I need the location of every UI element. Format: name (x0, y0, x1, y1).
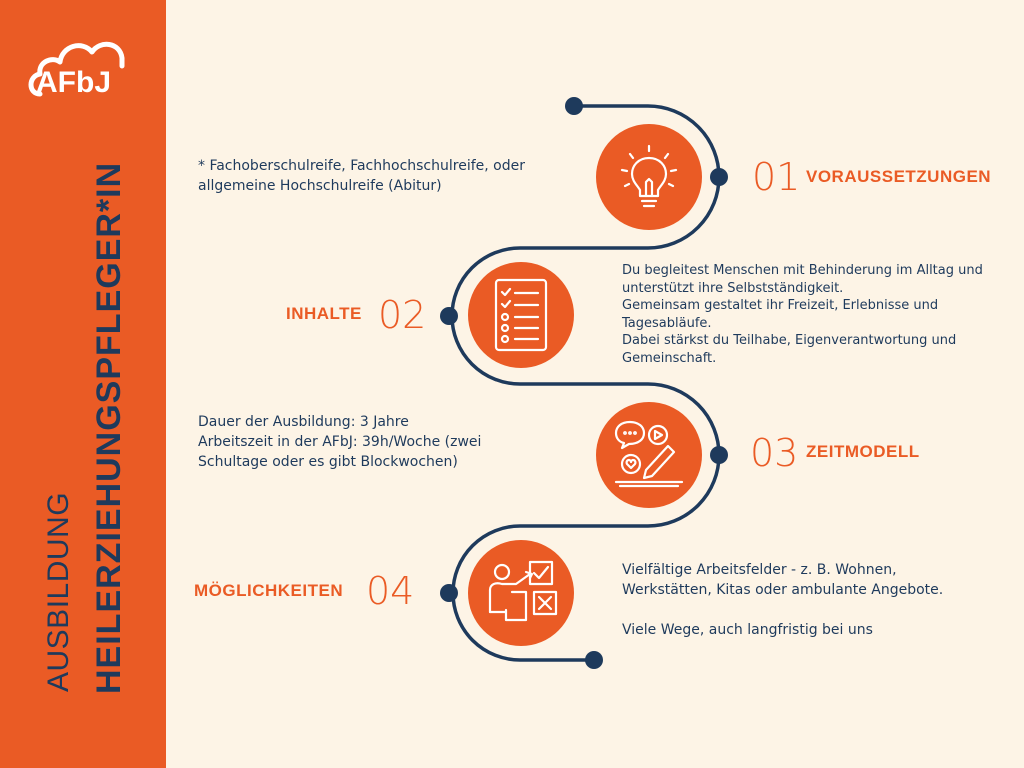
media-writing-icon (596, 402, 702, 508)
step-02-dot (440, 307, 458, 325)
step-01-number: 01 (752, 155, 801, 199)
step-02-number: 02 (378, 293, 427, 337)
step-04-circle (468, 540, 574, 646)
step-02-circle (468, 262, 574, 368)
step-02-title: INHALTE (286, 304, 362, 323)
path-end-dot (585, 651, 603, 669)
step-04-description: Vielfältige Arbeitsfelder - z. B. Wohnen, Werkstätten, Kitas oder ambulante Angebote. Viele Wege, auch langfristig bei uns (622, 562, 944, 638)
step-01-description: * Fachoberschulreife, Fachhochschulreife, oder allgemeine Hochschulreife (Abitur) (198, 158, 525, 194)
sidebar-title-profession: HEILERZIEHUNGSPFLEGER*IN (90, 161, 128, 694)
step-03-number: 03 (750, 431, 799, 475)
step-01-title: VORAUSSETZUNGEN (806, 167, 992, 186)
step-04-dot (440, 584, 458, 602)
step-03-description: Dauer der Ausbildung: 3 Jahre Arbeitszeit in der AFbJ: 39h/Woche (zwei Schultage oder es gibt Blockwochen) (198, 414, 482, 470)
step-03-dot (710, 446, 728, 464)
step-04-number: 04 (366, 569, 415, 613)
sidebar-title-ausbildung: AUSBILDUNG (42, 491, 75, 692)
lightbulb-icon (596, 124, 702, 230)
svg-text:AFbJ: AFbJ (36, 66, 111, 99)
step-04-title: MÖGLICHKEITEN (194, 581, 344, 600)
step-03-circle (596, 402, 702, 508)
step-01-dot (710, 168, 728, 186)
path-start-dot (565, 97, 583, 115)
checklist-icon (468, 262, 574, 368)
step-01-circle (596, 124, 702, 230)
step-03-title: ZEITMODELL (806, 442, 920, 461)
step-02-description: Du begleitest Menschen mit Behinderung im Alltag und unterstützt ihre Selbstständigkeit. Gemeinsam gestaltet ihr Freizeit, Erlebnisse und Tagesabläufe. Dabei stärkst du Teilhabe, Eigenverantwortung und Gemeinschaft. (622, 263, 983, 366)
teacher-board-icon (468, 540, 574, 646)
